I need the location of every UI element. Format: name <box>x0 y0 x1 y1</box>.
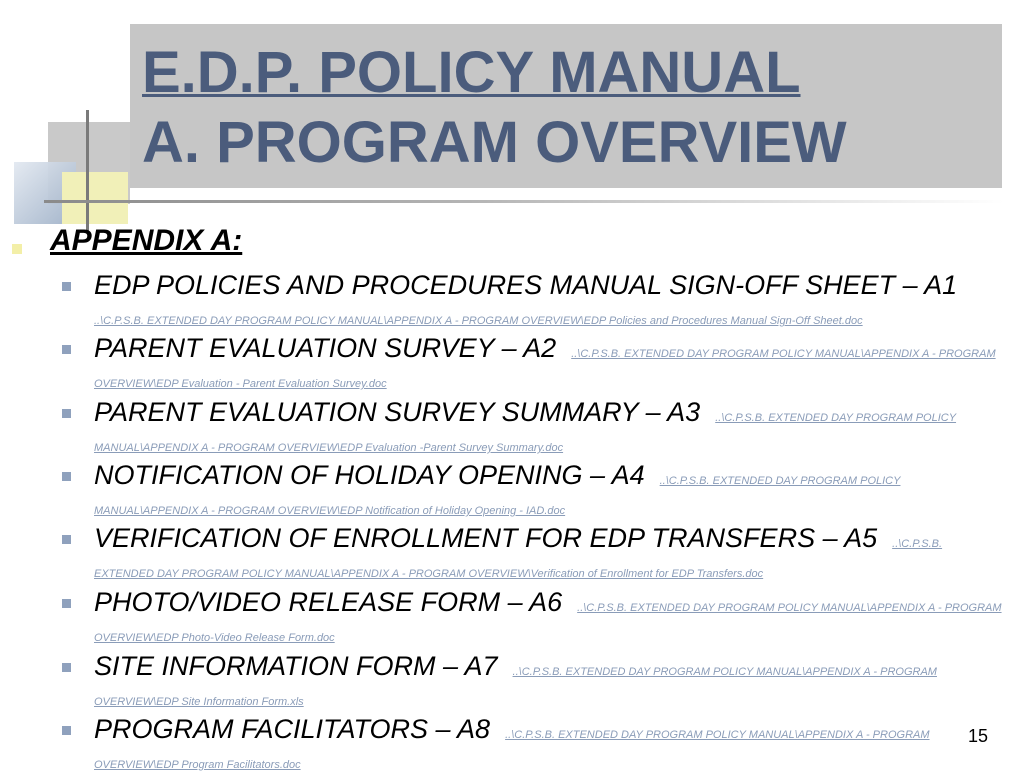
item-title: PHOTO/VIDEO RELEASE FORM – A6 <box>94 587 563 617</box>
bullet-square-icon <box>62 599 71 608</box>
title-divider-line <box>44 200 1004 203</box>
item-title: PARENT EVALUATION SURVEY SUMMARY – A3 <box>94 397 701 427</box>
bullet-square-icon <box>62 663 71 672</box>
bullet-square-icon <box>62 535 71 544</box>
document-link[interactable]: ..\C.P.S.B. EXTENDED DAY PROGRAM POLICY MANUAL\APPENDIX A - PROGRAM OVERVIEW\EDP Evaluation -Parent Survey Summary.doc <box>94 412 957 454</box>
item-title: PARENT EVALUATION SURVEY – A2 <box>94 333 557 363</box>
decor-vertical-line <box>86 110 89 232</box>
slide-subtitle: A. PROGRAM OVERVIEW <box>142 110 847 175</box>
appendix-heading: APPENDIX A: <box>50 224 243 257</box>
document-link[interactable]: ..\C.P.S.B. EXTENDED DAY PROGRAM POLICY MANUAL\APPENDIX A - PROGRAM OVERVIEW\EDP Site Information Form.xls <box>94 666 937 708</box>
document-link[interactable]: ..\C.P.S.B. EXTENDED DAY PROGRAM POLICY MANUAL\APPENDIX A - PROGRAM OVERVIEW\EDP Photo-Video Release Form.doc <box>94 602 1002 644</box>
item-title: VERIFICATION OF ENROLLMENT FOR EDP TRANSFERS – A5 <box>94 523 878 553</box>
bullet-square-icon <box>12 244 22 254</box>
item-title: PROGRAM FACILITATORS – A8 <box>94 714 491 744</box>
page-number: 15 <box>968 726 989 746</box>
item-title: NOTIFICATION OF HOLIDAY OPENING – A4 <box>94 460 645 490</box>
bullet-square-icon <box>62 409 71 418</box>
bullet-square-icon <box>62 282 71 291</box>
title-banner <box>130 24 1002 188</box>
bullet-square-icon <box>62 345 71 354</box>
item-title: SITE INFORMATION FORM – A7 <box>94 651 498 681</box>
decor-square-yellow <box>62 172 128 224</box>
document-link[interactable]: ..\C.P.S.B. EXTENDED DAY PROGRAM POLICY MANUAL\APPENDIX A - PROGRAM OVERVIEW\EDP Policies and Procedures Manual Sign-Off Sheet.doc <box>94 315 863 327</box>
bullet-square-icon <box>62 726 71 735</box>
document-link[interactable]: ..\C.P.S.B. EXTENDED DAY PROGRAM POLICY MANUAL\APPENDIX A - PROGRAM OVERVIEW\EDP Evaluation - Parent Evaluation Survey.doc <box>94 348 996 390</box>
document-link[interactable]: ..\C.P.S.B. EXTENDED DAY PROGRAM POLICY MANUAL\APPENDIX A - PROGRAM OVERVIEW\Verification of Enrollment for EDP Transfers.doc <box>94 538 943 580</box>
document-link[interactable]: ..\C.P.S.B. EXTENDED DAY PROGRAM POLICY MANUAL\APPENDIX A - PROGRAM OVERVIEW\EDP Notification of Holiday Opening - IAD.doc <box>94 475 901 517</box>
document-link[interactable]: ..\C.P.S.B. EXTENDED DAY PROGRAM POLICY MANUAL\APPENDIX A - PROGRAM OVERVIEW\EDP Program Facilitators.doc <box>94 729 930 771</box>
item-title: EDP POLICIES AND PROCEDURES MANUAL SIGN-OFF SHEET – A1 <box>94 270 958 300</box>
slide-title: E.D.P. POLICY MANUAL <box>142 40 801 105</box>
bullet-square-icon <box>62 472 71 481</box>
